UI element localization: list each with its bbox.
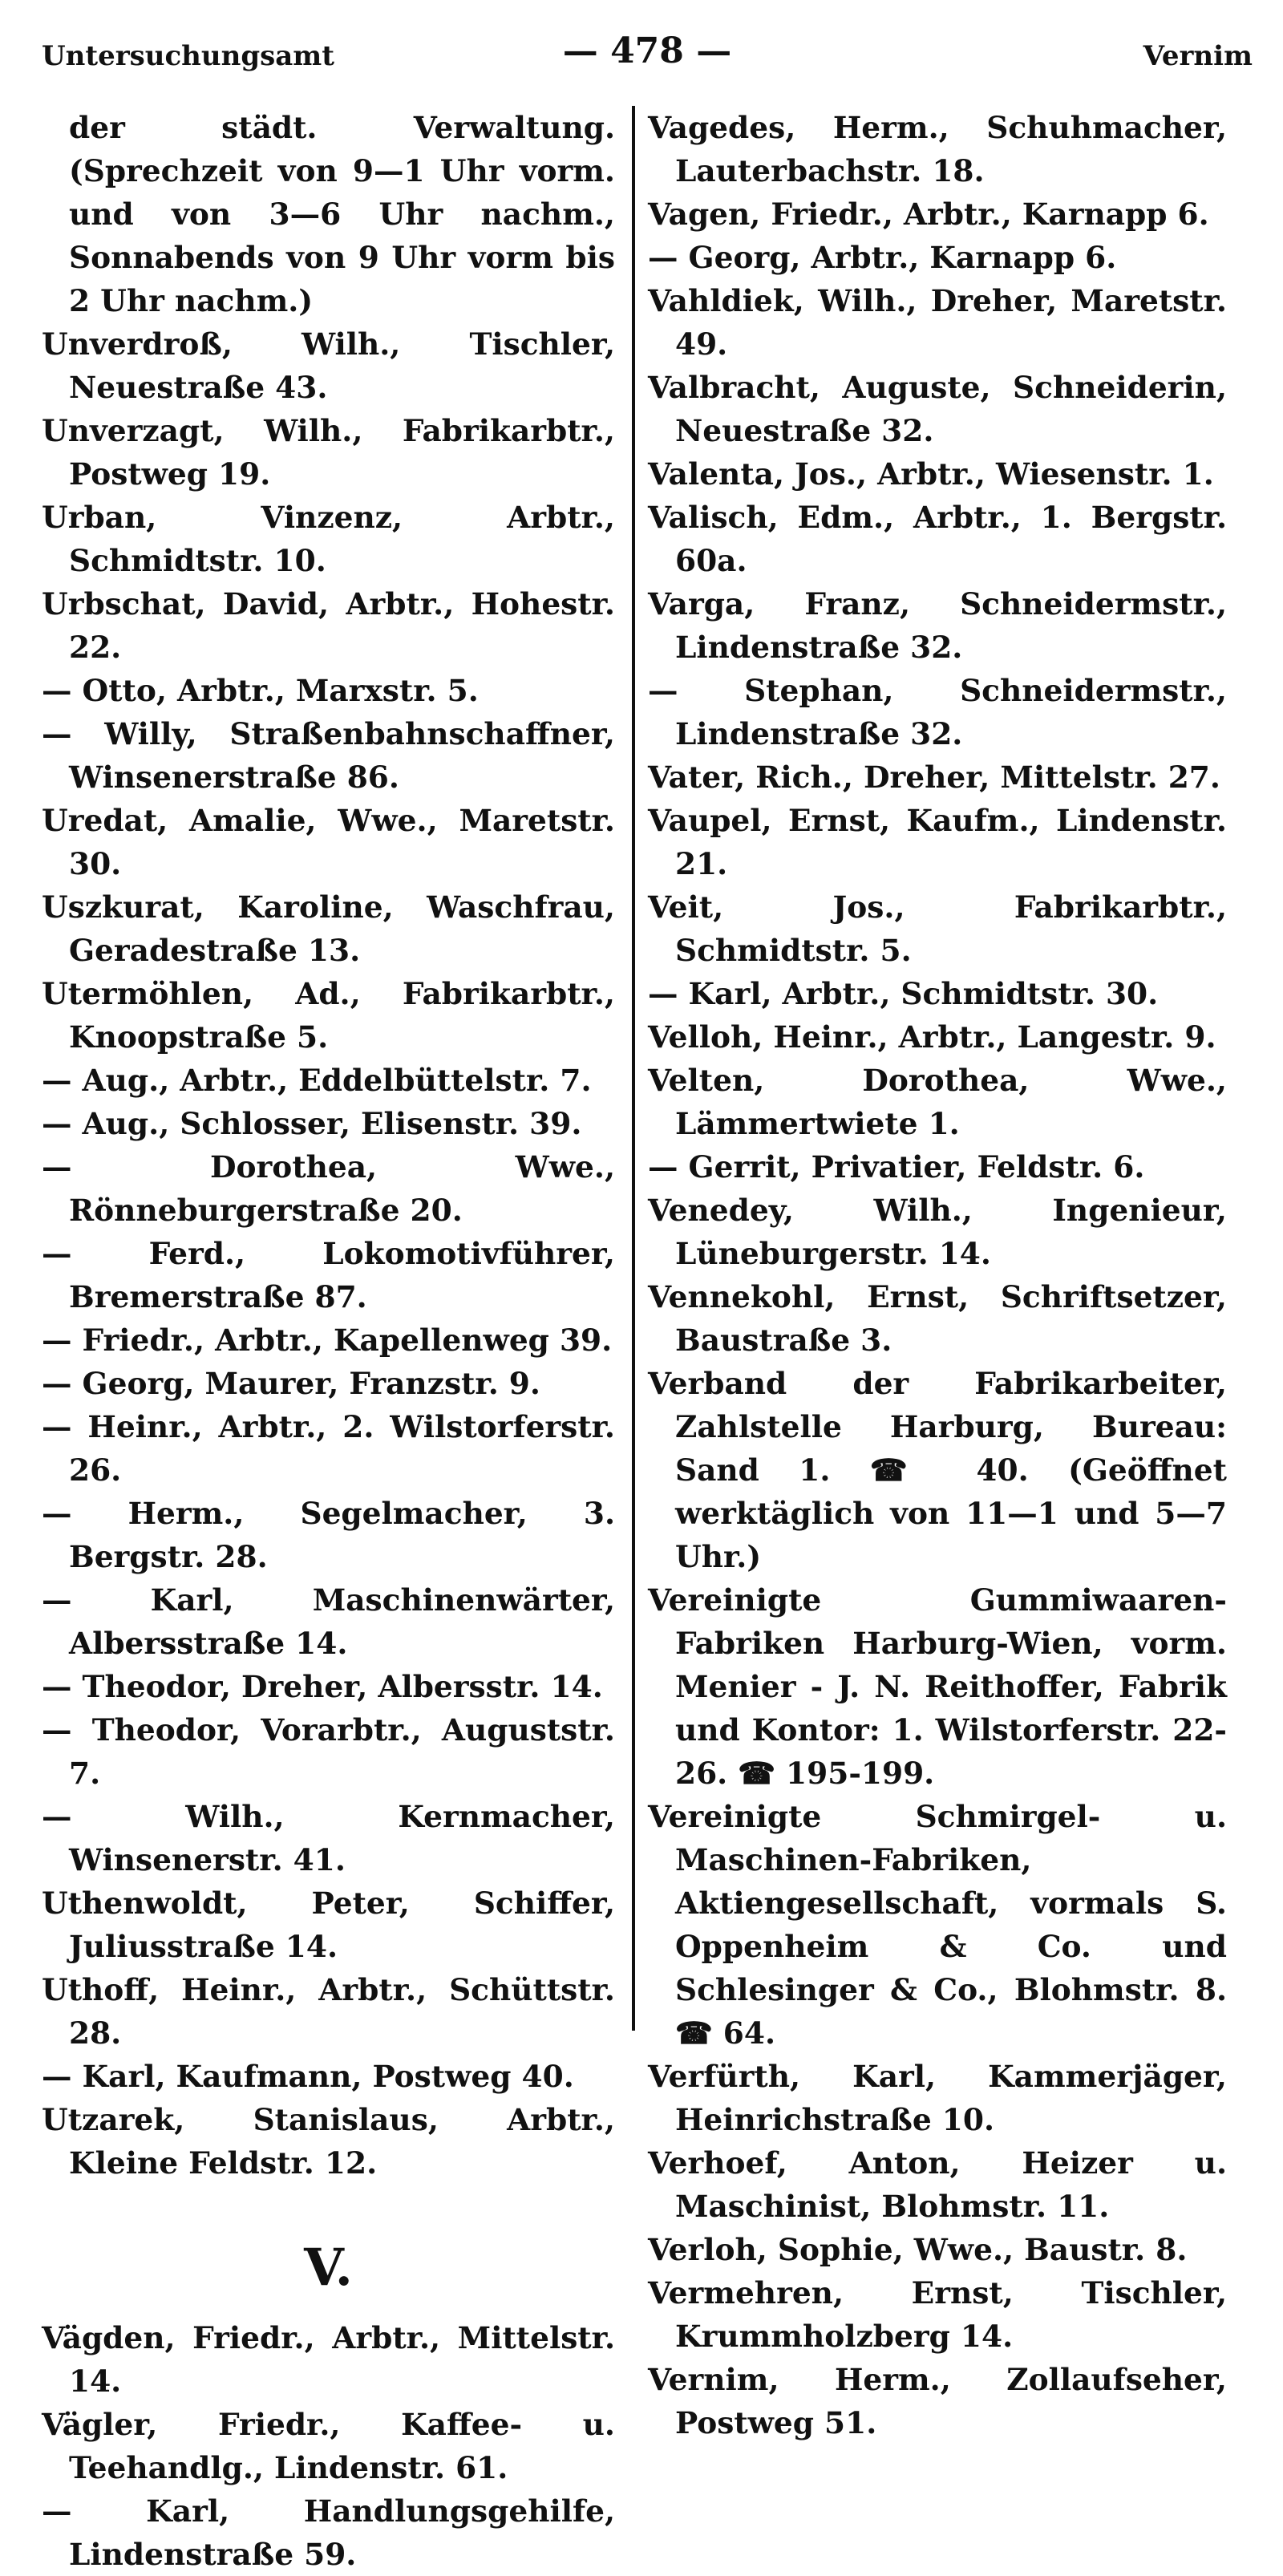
directory-entry: Uszkurat, Karoline, Waschfrau, Geradestraße 13. bbox=[42, 889, 615, 968]
directory-entry: Velten, Dorothea, Wwe., Lämmertwiete 1. bbox=[648, 1063, 1227, 1141]
directory-entry: Unverzagt, Wilh., Fabrikarbtr., Postweg 19. bbox=[42, 413, 615, 492]
directory-entry: Verband der Fabrikarbeiter, Zahlstelle Harburg, Bureau: Sand 1. ☎ 40. (Geöffnet werktäglich von 11—1 und 5—7 Uhr.) bbox=[648, 1366, 1227, 1574]
directory-entry: Vater, Rich., Dreher, Mittelstr. 27. bbox=[648, 759, 1220, 795]
directory-entry: — Ferd., Lokomotivführer, Bremerstraße 87. bbox=[42, 1236, 615, 1314]
directory-entry: — Karl, Maschinenwärter, Albersstraße 14. bbox=[42, 1582, 615, 1661]
directory-entry: Vägden, Friedr., Arbtr., Mittelstr. 14. bbox=[42, 2320, 615, 2399]
directory-entry: Vereinigte Gummiwaaren-Fabriken Harburg-Wien, vorm. Menier - J. N. Reithoffer, Fabrik und Kontor: 1. Wilstorferstr. 22-26. ☎ 195-199. bbox=[648, 1582, 1227, 1791]
directory-entry: Vermehren, Ernst, Tischler, Krummholzberg 14. bbox=[648, 2275, 1227, 2354]
directory-entry: — Willy, Straßenbahnschaffner, Winsenerstraße 86. bbox=[42, 716, 615, 795]
directory-entry: Valenta, Jos., Arbtr., Wiesenstr. 1. bbox=[648, 456, 1214, 492]
directory-entry: Vägler, Friedr., Kaffee- u. Teehandlg., Lindenstr. 61. bbox=[42, 2407, 615, 2485]
directory-entry: Uthenwoldt, Peter, Schiffer, Juliusstraße 14. bbox=[42, 1885, 615, 1964]
directory-entry: der städt. Verwaltung. (Sprechzeit von 9—1 Uhr vorm. und von 3—6 Uhr nachm., Sonnabends von 9 Uhr vorm bis 2 Uhr nachm.) bbox=[69, 110, 615, 318]
directory-entry: Unverdroß, Wilh., Tischler, Neuestraße 43. bbox=[42, 326, 615, 405]
directory-entry: Urban, Vinzenz, Arbtr., Schmidtstr. 10. bbox=[42, 500, 615, 578]
directory-entry: — Theodor, Vorarbtr., Auguststr. 7. bbox=[42, 1712, 615, 1791]
directory-entry: — Heinr., Arbtr., 2. Wilstorferstr. 26. bbox=[42, 1409, 615, 1488]
section-letter-v: V. bbox=[304, 2238, 353, 2298]
directory-entry: Varga, Franz, Schneidermstr., Lindenstraße 32. bbox=[648, 586, 1227, 665]
directory-entry: Verfürth, Karl, Kammerjäger, Heinrichstraße 10. bbox=[648, 2059, 1227, 2137]
directory-entry: Vaupel, Ernst, Kaufm., Lindenstr. 21. bbox=[648, 803, 1227, 881]
running-head-left: Untersuchungsamt bbox=[42, 40, 334, 72]
directory-entry: — Dorothea, Wwe., Rönneburgerstraße 20. bbox=[42, 1149, 615, 1228]
directory-entry: Veit, Jos., Fabrikarbtr., Schmidtstr. 5. bbox=[648, 889, 1227, 968]
directory-entry: — Wilh., Kernmacher, Winsenerstr. 41. bbox=[42, 1799, 615, 1877]
directory-entry: Utzarek, Stanislaus, Arbtr., Kleine Feldstr. 12. bbox=[42, 2102, 615, 2181]
directory-entry: Vernim, Herm., Zollaufseher, Postweg 51. bbox=[648, 2362, 1227, 2440]
directory-entry: Velloh, Heinr., Arbtr., Langestr. 9. bbox=[648, 1019, 1216, 1055]
directory-entry: — Otto, Arbtr., Marxstr. 5. bbox=[42, 673, 479, 708]
column-divider bbox=[632, 106, 635, 2031]
directory-entry: Uredat, Amalie, Wwe., Maretstr. 30. bbox=[42, 803, 615, 881]
directory-entry: — Karl, Arbtr., Schmidtstr. 30. bbox=[648, 976, 1159, 1011]
directory-entry: — Karl, Kaufmann, Postweg 40. bbox=[42, 2059, 574, 2094]
directory-entry: — Aug., Arbtr., Eddelbüttelstr. 7. bbox=[42, 1063, 592, 1098]
directory-entry: — Karl, Handlungsgehilfe, Lindenstraße 59. bbox=[42, 2493, 615, 2572]
directory-entry: Vagen, Friedr., Arbtr., Karnapp 6. bbox=[648, 196, 1209, 232]
directory-entry: — Georg, Arbtr., Karnapp 6. bbox=[648, 240, 1117, 275]
directory-entry: — Aug., Schlosser, Elisenstr. 39. bbox=[42, 1106, 582, 1141]
directory-entry: Valbracht, Auguste, Schneiderin, Neuestraße 32. bbox=[648, 370, 1227, 448]
left-column bbox=[42, 106, 615, 2576]
directory-entry: — Herm., Segelmacher, 3. Bergstr. 28. bbox=[42, 1496, 615, 1574]
right-entries bbox=[648, 106, 1227, 2444]
directory-entry: — Friedr., Arbtr., Kapellenweg 39. bbox=[42, 1322, 613, 1358]
directory-entry: Venedey, Wilh., Ingenieur, Lüneburgerstr. 14. bbox=[648, 1193, 1227, 1271]
page-number: — 478 — bbox=[562, 30, 732, 71]
directory-entry: Utermöhlen, Ad., Fabrikarbtr., Knoopstraße 5. bbox=[42, 976, 615, 1055]
directory-entry: Vennekohl, Ernst, Schriftsetzer, Baustraße 3. bbox=[648, 1279, 1227, 1358]
directory-entry: Urbschat, David, Arbtr., Hohestr. 22. bbox=[42, 586, 615, 665]
directory-entry: Uthoff, Heinr., Arbtr., Schüttstr. 28. bbox=[42, 1972, 615, 2051]
page-header bbox=[42, 30, 1253, 79]
directory-entry: Vagedes, Herm., Schuhmacher, Lauterbachstr. 18. bbox=[648, 110, 1227, 188]
left-entries-top bbox=[42, 106, 615, 2185]
directory-entry: Vereinigte Schmirgel- u. Maschinen-Fabriken, Aktiengesellschaft, vormals S. Oppenheim & Co. und Schlesinger & Co., Blohmstr. 8. ☎ 64. bbox=[648, 1799, 1227, 2051]
running-head-right: Vernim bbox=[1143, 40, 1253, 72]
directory-entry: Verloh, Sophie, Wwe., Baustr. 8. bbox=[648, 2232, 1188, 2267]
directory-entry: Verhoef, Anton, Heizer u. Maschinist, Blohmstr. 11. bbox=[648, 2145, 1227, 2224]
right-column bbox=[648, 106, 1227, 2444]
left-entries-bottom bbox=[42, 2316, 615, 2576]
directory-entry: — Theodor, Dreher, Albersstr. 14. bbox=[42, 1669, 603, 1704]
directory-entry: Valisch, Edm., Arbtr., 1. Bergstr. 60a. bbox=[648, 500, 1227, 578]
directory-entry: Vahldiek, Wilh., Dreher, Maretstr. 49. bbox=[648, 283, 1227, 362]
directory-entry: — Stephan, Schneidermstr., Lindenstraße 32. bbox=[648, 673, 1227, 751]
directory-entry: — Georg, Maurer, Franzstr. 9. bbox=[42, 1366, 540, 1401]
directory-entry: — Gerrit, Privatier, Feldstr. 6. bbox=[648, 1149, 1145, 1185]
